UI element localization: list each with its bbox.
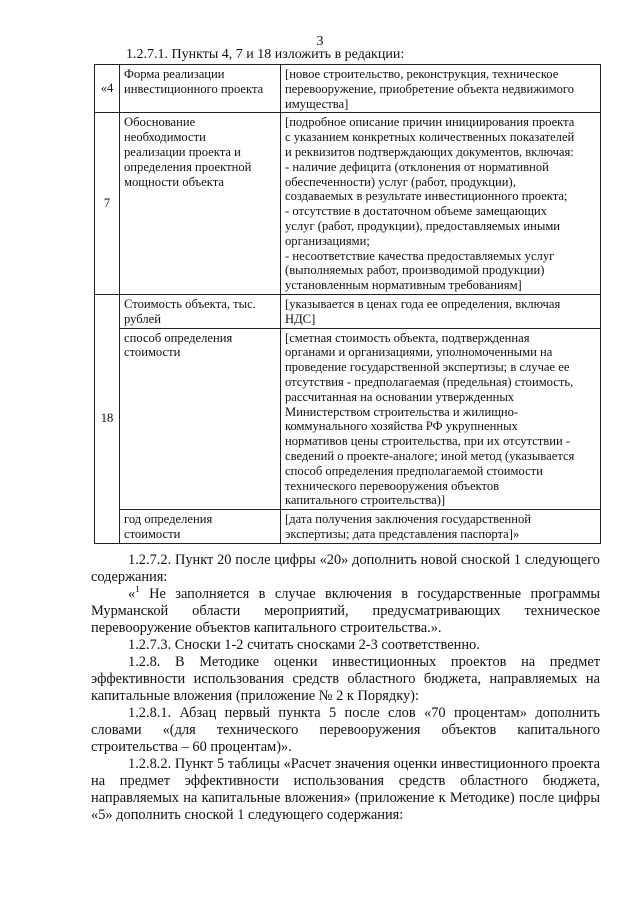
field-value: [сметная стоимость объекта, подтвержденная органами и организациями, уполномоченными на проведение государственной экспертизы; в случае ее отсутствия - предполагаемая (предельная) стоимость, рассчитанная на основании утвержденных Министерством строительства и жилищно- коммунального хозяйства РФ укрупненных нормативов цены строительства, при их отсутствии - сведений о проекте-аналоге; иной метод (указывается способ определения предполагаемой стоимости технического перевооружения объектов капитального строительства)]	[281, 328, 601, 510]
table-row	[95, 65, 601, 113]
field-name: год определения стоимости	[120, 510, 281, 544]
table-row	[95, 328, 601, 510]
field-name: Форма реализации инвестиционного проекта	[120, 65, 281, 113]
page-number: 3	[316, 34, 324, 49]
footnote-text-paragraph: «$^1$ Не заполняется в случае включения в государственные программы Мурманской области мероприятий, предусматривающих техническое перевооружение объектов капитального строительства.».	[91, 584, 600, 636]
table-row	[95, 510, 601, 544]
field-name: способ определения стоимости	[120, 328, 281, 510]
row-number: «4	[95, 65, 120, 113]
field-value: [указывается в ценах года ее определения, включая НДС]	[281, 294, 601, 328]
intro-line: 1.2.7.1. Пункты 4, 7 и 18 изложить в редакции:	[126, 47, 405, 62]
field-value: [подробное описание причин инициирования проекта с указанием конкретных количественных показателей и реквизитов подтверждающих документов, включая: - наличие дефицита (отклонения от нормативной обеспеченности) услуг (работ, продукции), создаваемых в результате инвестиционного проекта; - отсутствие в достаточном объеме замещающих услуг (работ, продукции), предоставляемых иными организациями; - несоответствие качества предоставляемых услуг (выполняемых работ, производимой продукции) установленным нормативным требованиям]	[281, 113, 601, 295]
document-body	[91, 552, 600, 824]
table-row	[95, 294, 601, 328]
footnote-marker: 1	[135, 584, 140, 595]
row-number: 7	[95, 113, 120, 295]
amendment-table	[94, 64, 601, 544]
paragraph-1-2-8: 1.2.8. В Методике оценки инвестиционных проектов на предмет эффективности использования средств областного бюджета, направляемых на капитальные вложения (приложение № 2 к Порядку):	[91, 654, 600, 704]
field-value: [дата получения заключения государственной экспертизы; дата представления паспорта]»	[281, 510, 601, 544]
row-number: 18	[95, 294, 120, 543]
paragraph-1-2-8-2: 1.2.8.2. Пункт 5 таблицы «Расчет значения оценки инвестиционного проекта на предмет эффективности использования средств областного бюджета, направляемых на капитальные вложения» (приложение к Методике) после цифры «5» дополнить сноской 1 следующего содержания:	[91, 756, 600, 823]
table-row	[95, 113, 601, 295]
field-value: [новое строительство, реконструкция, техническое перевооружение, приобретение объекта недвижимого имущества]	[281, 65, 601, 113]
paragraph-1-2-8-1: 1.2.8.1. Абзац первый пункта 5 после слов «70 процентам» дополнить словами «(для технического перевооружения объектов капитального строительства – 60 процентам)».	[91, 705, 600, 755]
field-name: Обоснование необходимости реализации проекта и определения проектной мощности объекта	[120, 113, 281, 295]
field-name: Стоимость объекта, тыс. рублей	[120, 294, 281, 328]
paragraph-1-2-7-2: 1.2.7.2. Пункт 20 после цифры «20» дополнить новой сноской 1 следующего содержания:	[91, 552, 600, 585]
paragraph-1-2-7-3: 1.2.7.3. Сноски 1-2 считать сносками 2-3 соответственно.	[128, 637, 480, 653]
